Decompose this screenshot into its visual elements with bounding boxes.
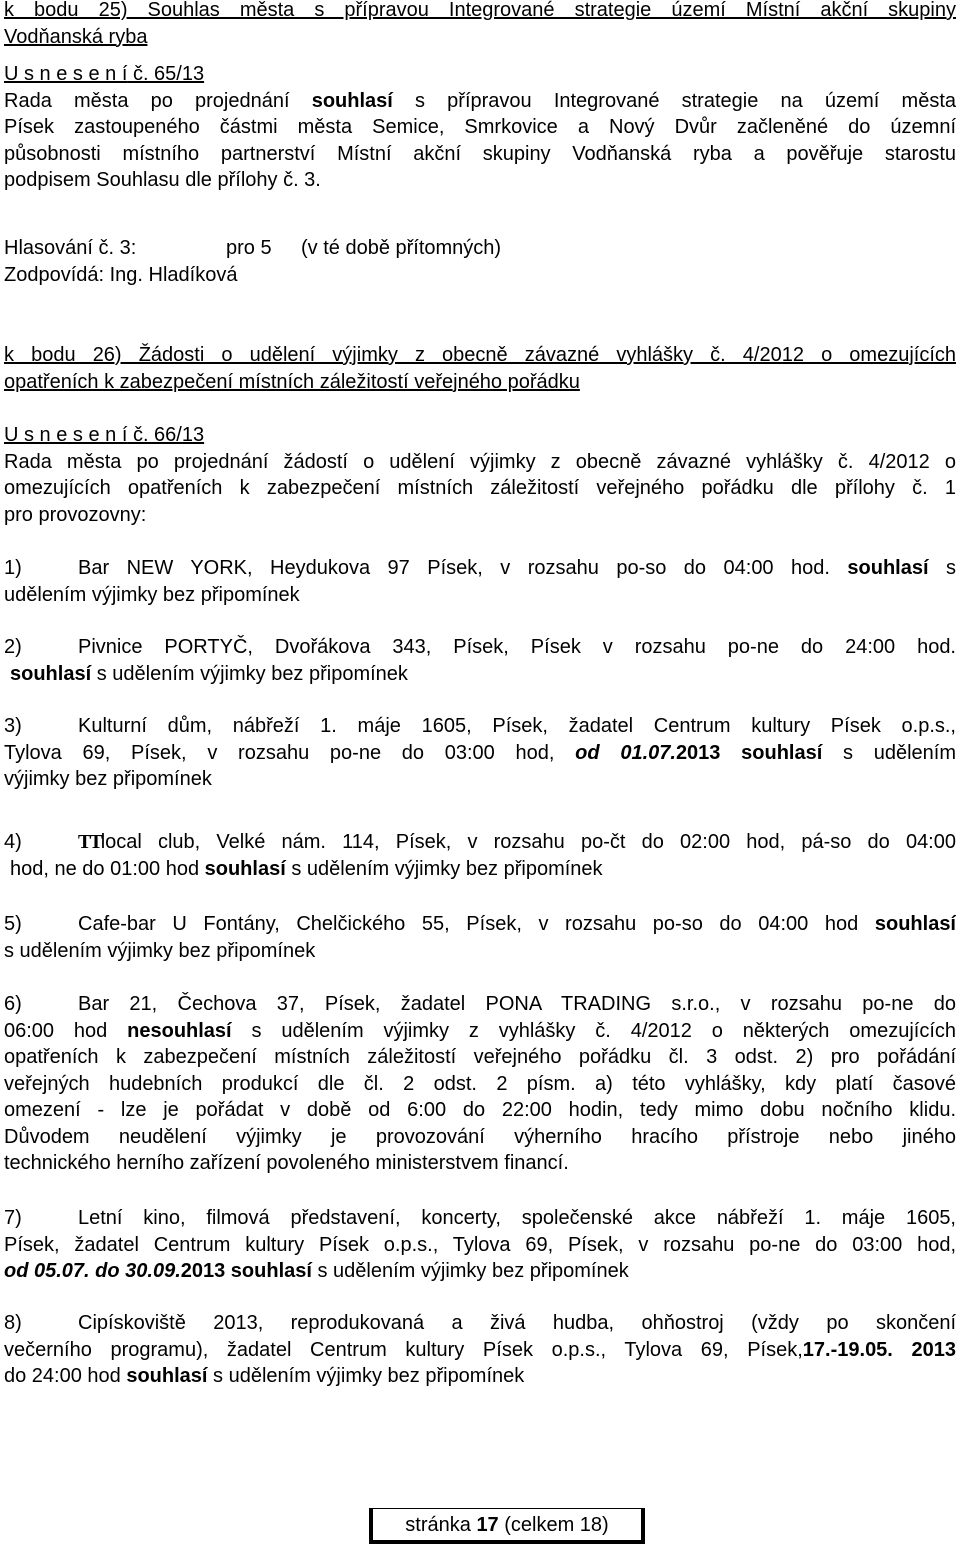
list-item (4, 1205, 956, 1285)
item-number: 2) (4, 636, 22, 658)
list-item (4, 713, 956, 793)
text: 06:00 hod (4, 1019, 128, 1042)
text: s udělením výjimky bez připomínek (207, 1365, 525, 1387)
heading-line: opatřeních k zabezpečení místních záležitostí veřejného pořádku (4, 370, 580, 393)
list-item (4, 911, 956, 964)
text: opatřeních k zabezpečení místních záležitostí veřejného pořádku čl. 3 odst. 2) pro pořádání (4, 1046, 956, 1068)
resolution-label: U s n e s e n í (4, 424, 128, 446)
list-item (4, 555, 956, 608)
item-number: 8) (4, 1312, 22, 1334)
text: Cipískoviště 2013, reprodukovaná a živá hudba, ohňostroj (vždy po skončení (78, 1312, 956, 1334)
bold-text: souhlasí (204, 857, 286, 880)
item-number: 7) (4, 1207, 22, 1229)
list-item (4, 991, 956, 1177)
list-item (4, 634, 956, 687)
bold-text: nesouhlasí (127, 1019, 232, 1042)
text: s udělením výjimky bez připomínek (4, 939, 316, 962)
heading-line: Vodňanská ryba (4, 25, 148, 48)
page-total: (celkem 18) (498, 1514, 609, 1536)
list-item (4, 829, 956, 882)
resolution-66 (4, 422, 956, 528)
text: do 24:00 hod (4, 1365, 127, 1387)
bold-text: 2013 souhlasí (675, 741, 823, 764)
text: Písek, žadatel Centrum kultury Písek o.p.s., Tylova 69, Písek, v rozsahu po-ne do 03:00 hod, (4, 1233, 956, 1256)
paragraph-line: působnosti místního partnerství Místní akční skupiny Vodňanská ryba a pověřuje starostu (4, 142, 956, 165)
text: omezení - lze je pořádat v době od 6:00 do 22:00 hodin, tedy mimo dobu nočního klidu. (4, 1099, 956, 1121)
text: s udělením výjimky z vyhlášky č. 4/2012 o některých omezujících (231, 1019, 956, 1042)
resolution-number: č. 65/13 (127, 63, 205, 85)
text: Kulturní dům, nábřeží 1. máje 1605, Písek, žadatel Centrum kultury Písek o.p.s., (78, 715, 956, 737)
text: s udělením výjimky bez připomínek (285, 857, 603, 880)
text: hod, ne do 01:00 hod (10, 857, 205, 880)
text: s udělením výjimky bez připomínek (91, 662, 408, 685)
item-number: 6) (4, 993, 22, 1015)
bold-text: 2013 souhlasí (180, 1260, 312, 1282)
page-prefix: stránka (405, 1514, 477, 1536)
heading-line: k bodu 25) Souhlas města s přípravou Integrované strategie území Místní akční skupiny (4, 0, 956, 21)
text: Rada města po projednání (4, 89, 312, 112)
page-number: 17 (476, 1514, 499, 1536)
resolution-number: č. 66/13 (127, 424, 205, 446)
paragraph-line: Rada města po projednání žádostí o udělení výjimky z obecně závazné vyhlášky č. 4/2012 o (4, 450, 956, 473)
page-number-box (369, 1508, 645, 1544)
resolution-label: U s n e s e n í (4, 63, 128, 85)
paragraph-line: podpisem Souhlasu dle přílohy č. 3. (4, 169, 321, 191)
bold-text: souhlasí (874, 913, 956, 935)
text: technického herního zařízení povoleného ministerstvem financí. (4, 1152, 569, 1174)
vote-block (4, 235, 956, 288)
bold-text: souhlasí (10, 662, 92, 685)
text: Tylova 69, Písek, v rozsahu po-ne do 03:00 hod, (4, 741, 576, 764)
text: s udělením (822, 741, 956, 764)
text: s přípravou Integrované strategie na území města (392, 89, 956, 112)
bold-text: souhlasí (847, 557, 929, 579)
text: veřejných hudebních produkcí dle čl. 2 odst. 2 písm. a) této vyhlášky, kdy platí časové (4, 1072, 956, 1095)
item-number: 3) (4, 715, 22, 737)
text: Bar NEW YORK, Heydukova 97 Písek, v rozsahu po-so do 04:00 hod. (78, 557, 848, 579)
bold-text: souhlasí (311, 89, 393, 112)
section-26-heading (4, 342, 956, 395)
vote-label: Hlasování č. 3: (4, 237, 137, 259)
list-item (4, 1310, 956, 1390)
text: local club, Velké nám. 114, Písek, v rozsahu po-čt do 02:00 hod, pá-so do 04:00 (100, 831, 956, 853)
logo-text: TT (78, 831, 101, 853)
text: Letní kino, filmová představení, koncerty, společenské akce nábřeží 1. máje 1605, (78, 1207, 956, 1229)
item-number: 1) (4, 557, 22, 579)
responsible-person: Zodpovídá: Ing. Hladíková (4, 263, 238, 286)
paragraph-line: pro provozovny: (4, 503, 147, 526)
text: Cafe-bar U Fontány, Chelčického 55, Písek, v rozsahu po-so do 04:00 hod (78, 913, 875, 935)
paragraph-line (4, 88, 956, 115)
text: Důvodem neudělení výjimky je provozování výherního hracího přístroje nebo jiného (4, 1125, 956, 1148)
item-number: 4) (4, 831, 22, 853)
text: Bar 21, Čechova 37, Písek, žadatel PONA TRADING s.r.o., v rozsahu po-ne do (78, 993, 956, 1015)
text: s udělením výjimky bez připomínek (311, 1260, 629, 1282)
bold-text: souhlasí (126, 1365, 208, 1387)
bold-italic-text: od 01.07. (575, 741, 676, 764)
text: udělením výjimky bez připomínek (4, 583, 300, 606)
text: večerního programu), žadatel Centrum kultury Písek o.p.s., Tylova 69, Písek, (4, 1338, 803, 1361)
text: s (928, 557, 956, 579)
paragraph-line: omezujících opatřeních k zabezpečení místních záležitostí veřejného pořádku dle přílohy č. 1 (4, 477, 956, 499)
resolution-65 (4, 61, 956, 194)
bold-text: 17.-19.05. 2013 (802, 1338, 956, 1361)
bold-italic-text: od 05.07. do 30.09. (4, 1260, 181, 1282)
text: Pivnice PORTYČ, Dvořákova 343, Písek, Písek v rozsahu po-ne do 24:00 hod. (78, 636, 956, 658)
vote-note: (v té době přítomných) (301, 237, 502, 259)
heading-line: k bodu 26) Žádosti o udělení výjimky z obecně závazné vyhlášky č. 4/2012 o omezujících (4, 344, 956, 366)
item-number: 5) (4, 913, 22, 935)
paragraph-line: Písek zastoupeného částmi města Semice, Smrkovice a Nový Dvůr začleněné do územní (4, 116, 956, 138)
text: výjimky bez připomínek (4, 768, 212, 790)
section-25-heading (4, 0, 956, 50)
vote-count: pro 5 (226, 237, 272, 259)
